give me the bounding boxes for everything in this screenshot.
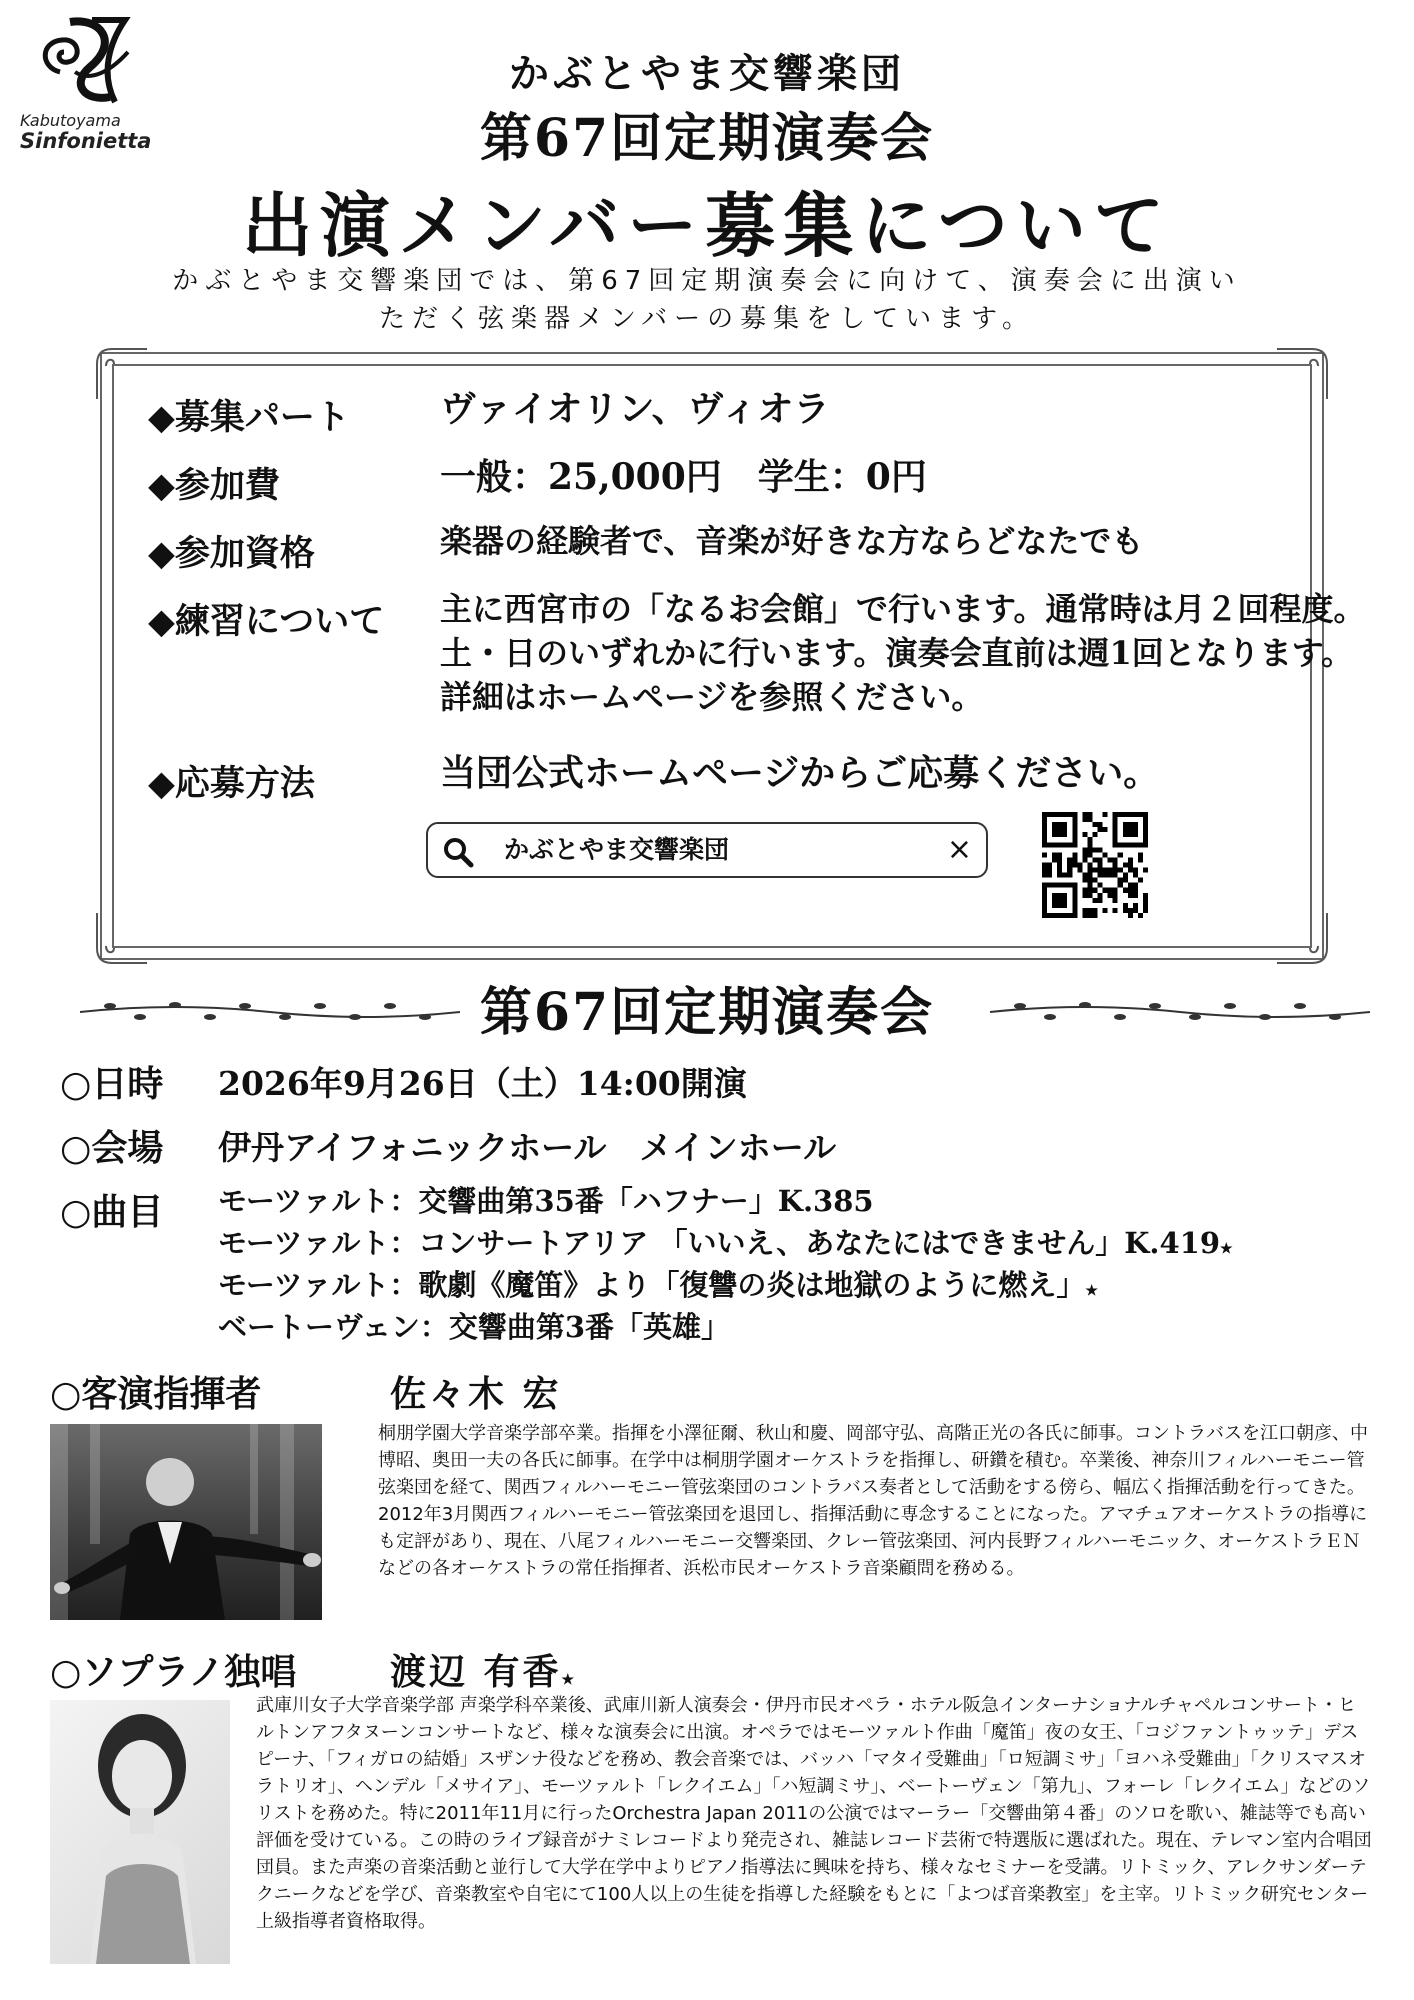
program-item-1: モーツァルト：交響曲第35番「ハフナー」K.385	[218, 1184, 874, 1218]
soprano-heading: ○ソプラノ独唱	[50, 1651, 297, 1693]
practice-label: ◆練習について	[148, 601, 385, 642]
frame-corner-ornament-icon	[1272, 344, 1332, 404]
logo-line2: Sinfonietta	[20, 129, 152, 153]
practice-line-3: 詳細はホームページを参照ください。	[440, 678, 984, 716]
venue-value: 伊丹アイフォニックホール メインホール	[218, 1128, 837, 1167]
practice-line-1: 主に西宮市の「なるお会館」で行います。通常時は月２回程度。	[440, 590, 1366, 628]
parts-label: ◆募集パート	[148, 397, 350, 438]
parts-value: ヴァイオリン、ヴィオラ	[440, 388, 830, 430]
practice-line-2: 土・日のいずれかに行います。演奏会直前は週1回となります。	[440, 634, 1354, 672]
frame-corner-ornament-icon	[92, 908, 152, 968]
concert-title: 第67回定期演奏会	[479, 108, 935, 169]
intro-line1: かぶとやま交響楽団では、第67回定期演奏会に向けて、演奏会に出演い	[172, 266, 1242, 296]
apply-label: ◆応募方法	[148, 763, 315, 804]
soprano-star: ★	[561, 1672, 578, 1688]
frame-corner-ornament-icon	[92, 344, 152, 404]
intro-text	[100, 262, 1314, 338]
soprano-name-wrap	[390, 1644, 577, 1695]
qualification-value: 楽器の経験者で、音楽が好きな方ならどなたでも	[440, 522, 1144, 560]
conductor-name: 佐々木 宏	[390, 1373, 562, 1415]
fee-label: ◆参加費	[148, 465, 280, 506]
qr-code-icon[interactable]	[1042, 812, 1148, 918]
search-query: かぶとやま交響楽団	[504, 835, 730, 864]
conductor-photo	[50, 1424, 322, 1620]
soprano-silhouette	[50, 1700, 230, 1964]
fee-value: 一般：25,000円 学生：0円	[440, 456, 927, 498]
qualification-label: ◆参加資格	[148, 533, 315, 574]
concert-section-title: 第67回定期演奏会	[479, 982, 935, 1043]
soprano-photo	[50, 1700, 230, 1964]
search-box[interactable]	[426, 822, 988, 878]
apply-value: 当団公式ホームページからご応募ください。	[440, 752, 1160, 794]
venue-label: ○会場	[60, 1127, 164, 1169]
logo-line1: Kabutoyama	[20, 111, 121, 130]
search-icon	[442, 836, 474, 868]
conductor-bio: 桐朋学園大学音楽学部卒業。指揮を小澤征爾、秋山和慶、岡部守弘、高階正光の各氏に師事。コントラバスを江口朝彦、中博昭、奥田一夫の各氏に師事。在学中は桐朋学園オーケストラを指揮し、研鑽を積む。卒業後、神奈川フィルハーモニー管弦楽団を経て、関西フィルハーモニー管弦楽団のコントラバス奏者として活動をする傍ら、幅広く指揮活動を行ってきた。2012年3月関西フィルハーモニー管弦楽団を退団し、指揮活動に専念することになった。アマチュアオーケストラの指導にも定評があり、現在、八尾フィルハーモニー交響楽団、クレー管弦楽団、河内長野フィルハーモニック、オーケストラＥＮなどの各オーケストラの常任指揮者、浜松市民オーケストラ音楽顧問を務める。	[378, 1423, 1368, 1579]
soprano-name: 渡辺 有香	[390, 1651, 562, 1693]
close-icon[interactable]: ×	[946, 832, 972, 867]
program-label: ○曲目	[60, 1191, 164, 1233]
date-label: ○日時	[60, 1063, 164, 1105]
program-item-3: モーツァルト：歌劇《魔笛》より「復讐の炎は地獄のように燃え」★	[218, 1268, 1098, 1302]
intro-line2: ただく弦楽器メンバーの募集をしています。	[378, 304, 1036, 334]
program-item-2: モーツァルト：コンサートアリア 「いいえ、あなたにはできません」K.419★	[218, 1226, 1233, 1260]
frame-corner-ornament-icon	[1272, 908, 1332, 968]
date-value: 2026年9月26日（土）14:00開演	[218, 1064, 747, 1103]
orchestra-name: かぶとやま交響楽団	[509, 50, 905, 97]
conductor-silhouette	[50, 1424, 322, 1620]
page-title: 出演メンバー募集について	[242, 184, 1172, 267]
program-item-4: ベートーヴェン：交響曲第3番「英雄」	[218, 1310, 731, 1344]
soprano-bio: 武庫川女子大学音楽学部 声楽学科卒業後、武庫川新人演奏会・伊丹市民オペラ・ホテル阪急インターナショナルチャペルコンサート・ヒルトンアフタヌーンコンサートなど、様々な演奏会に出演。オペラではモーツァルト作曲「魔笛」夜の女王、「コジファントゥッテ」デスピーナ、「フィガロの結婚」スザンナ役などを務め、教会音楽では、バッハ「マタイ受難曲」「ロ短調ミサ」「ヨハネ受難曲」「クリスマスオラトリオ」、ヘンデル「メサイア」、モーツァルト「レクイエム」「ハ短調ミサ」、ベートーヴェン「第九」、フォーレ「レクイエム」などのソリストを務めた。特に2011年11月に行ったOrchestra Japan 2011の公演ではマーラー「交響曲第４番」のソロを歌い、雑誌等でも高い評価を受けている。この時のライブ録音がナミレコードより発売され、雑誌レコード芸術で特選版に選ばれた。現在、テレマン室内合唱団団員。また声楽の音楽活動と並行して大学在学中よりピアノ指導法に興味を持ち、様々なセミナーを受講。リトミック、アレクサンダーテクニークなどを学び、音楽教室や自宅にて100人以上の生徒を指導した経験をもとに「よつば音楽教室」を主宰。リトミック研究センター上級指導者資格取得。	[256, 1695, 1372, 1932]
conductor-heading: ○客演指揮者	[50, 1373, 262, 1415]
